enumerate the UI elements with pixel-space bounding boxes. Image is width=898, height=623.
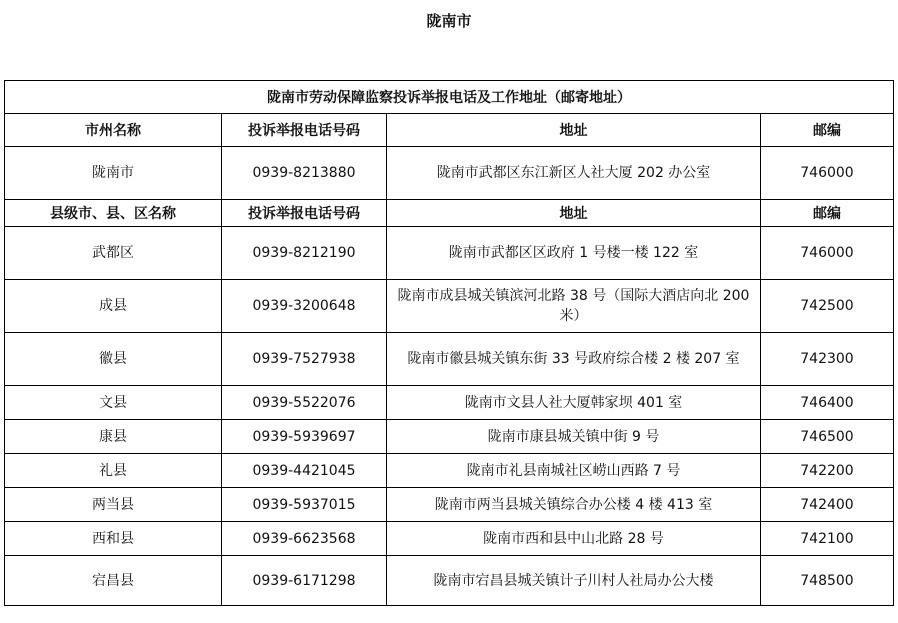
county-phone: 0939-6171298 bbox=[222, 556, 387, 606]
county-address: 陇南市宕昌县城关镇计子川村人社局办公大楼 bbox=[387, 556, 761, 606]
county-name: 两当县 bbox=[5, 488, 222, 522]
county-name: 宕昌县 bbox=[5, 556, 222, 606]
sub-header-phone: 投诉举报电话号码 bbox=[222, 200, 387, 227]
county-zip: 746400 bbox=[761, 386, 894, 420]
sub-header-address: 地址 bbox=[387, 200, 761, 227]
county-name: 成县 bbox=[5, 280, 222, 333]
sub-header-county-name: 县级市、县、区名称 bbox=[5, 200, 222, 227]
county-address: 陇南市康县城关镇中街 9 号 bbox=[387, 420, 761, 454]
county-address: 陇南市礼县南城社区崂山西路 7 号 bbox=[387, 454, 761, 488]
county-phone: 0939-4421045 bbox=[222, 454, 387, 488]
header-row bbox=[5, 114, 894, 147]
page-title: 陇南市 bbox=[426, 12, 472, 30]
county-address: 陇南市两当县城关镇综合办公楼 4 楼 413 室 bbox=[387, 488, 761, 522]
county-phone: 0939-3200648 bbox=[222, 280, 387, 333]
city-address: 陇南市武都区东江新区人社大厦 202 办公室 bbox=[387, 147, 761, 200]
table-row bbox=[5, 522, 894, 556]
county-zip: 742200 bbox=[761, 454, 894, 488]
county-name: 康县 bbox=[5, 420, 222, 454]
header-phone: 投诉举报电话号码 bbox=[222, 114, 387, 147]
county-address: 陇南市武都区区政府 1 号楼一楼 122 室 bbox=[387, 227, 761, 280]
city-zip: 746000 bbox=[761, 147, 894, 200]
county-zip: 746500 bbox=[761, 420, 894, 454]
table-row bbox=[5, 556, 894, 606]
table-row bbox=[5, 333, 894, 386]
header-zip: 邮编 bbox=[761, 114, 894, 147]
table-row bbox=[5, 488, 894, 522]
city-row bbox=[5, 147, 894, 200]
city-phone: 0939-8213880 bbox=[222, 147, 387, 200]
county-name: 西和县 bbox=[5, 522, 222, 556]
county-phone: 0939-7527938 bbox=[222, 333, 387, 386]
header-city-name: 市州名称 bbox=[5, 114, 222, 147]
county-phone: 0939-6623568 bbox=[222, 522, 387, 556]
county-address: 陇南市徽县城关镇东街 33 号政府综合楼 2 楼 207 室 bbox=[387, 333, 761, 386]
county-phone: 0939-8212190 bbox=[222, 227, 387, 280]
county-zip: 742300 bbox=[761, 333, 894, 386]
sub-header-row bbox=[5, 200, 894, 227]
contact-table bbox=[4, 80, 894, 606]
county-zip: 746000 bbox=[761, 227, 894, 280]
table-row bbox=[5, 280, 894, 333]
county-address: 陇南市文县人社大厦韩家坝 401 室 bbox=[387, 386, 761, 420]
county-name: 武都区 bbox=[5, 227, 222, 280]
county-address: 陇南市西和县中山北路 28 号 bbox=[387, 522, 761, 556]
city-name: 陇南市 bbox=[5, 147, 222, 200]
table-row bbox=[5, 386, 894, 420]
table-row bbox=[5, 454, 894, 488]
county-zip: 742500 bbox=[761, 280, 894, 333]
county-zip: 742400 bbox=[761, 488, 894, 522]
table-row bbox=[5, 420, 894, 454]
header-address: 地址 bbox=[387, 114, 761, 147]
county-address: 陇南市成县城关镇滨河北路 38 号（国际大酒店向北 200 米） bbox=[387, 280, 761, 333]
county-phone: 0939-5937015 bbox=[222, 488, 387, 522]
county-phone: 0939-5939697 bbox=[222, 420, 387, 454]
county-name: 礼县 bbox=[5, 454, 222, 488]
county-name: 徽县 bbox=[5, 333, 222, 386]
table-caption: 陇南市劳动保障监察投诉举报电话及工作地址（邮寄地址） bbox=[5, 81, 894, 114]
table-row bbox=[5, 227, 894, 280]
sub-header-zip: 邮编 bbox=[761, 200, 894, 227]
county-zip: 748500 bbox=[761, 556, 894, 606]
county-phone: 0939-5522076 bbox=[222, 386, 387, 420]
county-zip: 742100 bbox=[761, 522, 894, 556]
county-name: 文县 bbox=[5, 386, 222, 420]
